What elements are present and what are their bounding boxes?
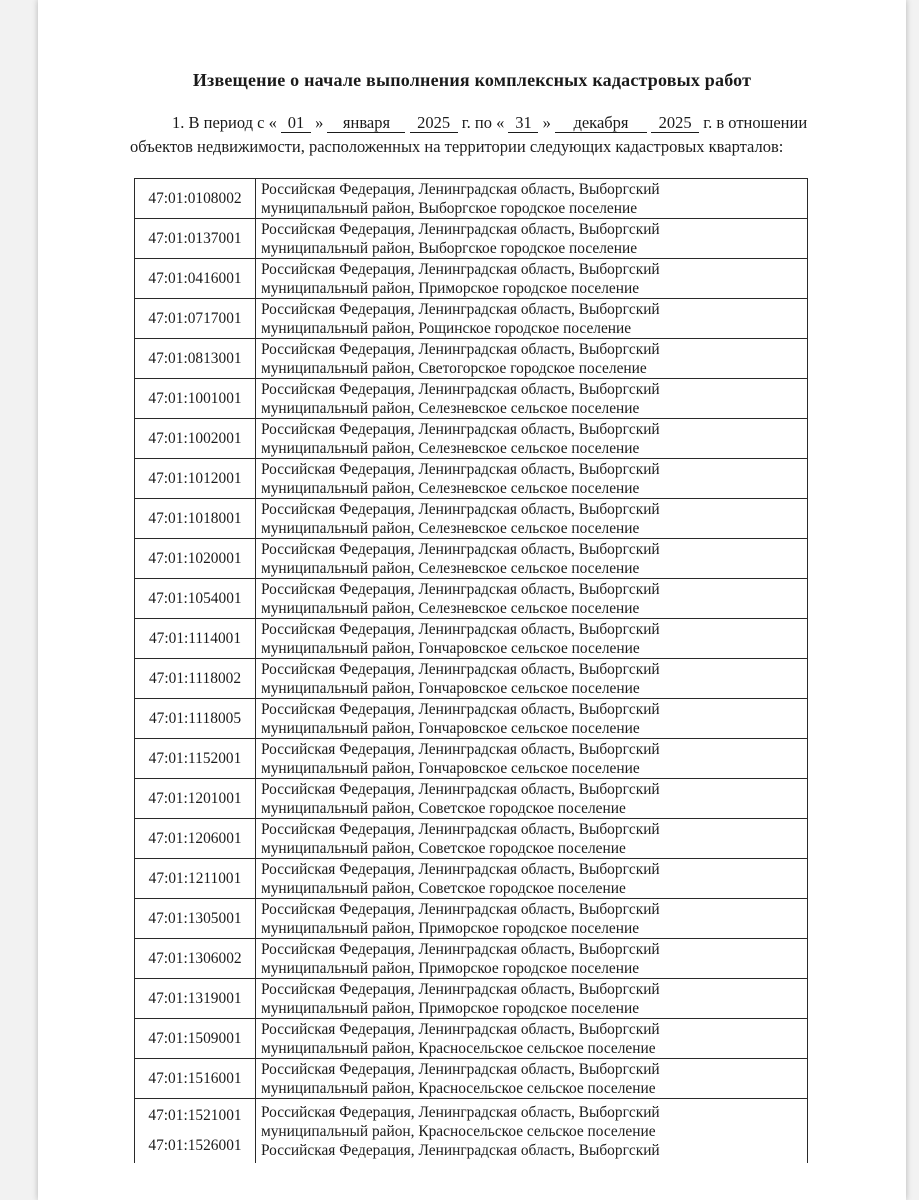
table-row: [135, 659, 808, 699]
start-month: января: [327, 114, 405, 133]
address-cell: [256, 779, 808, 819]
address-cell: [256, 579, 808, 619]
address-line: муниципальный район, Выборгское городское поселение: [261, 199, 638, 217]
address-line: Российская Федерация, Ленинградская область, Выборгский: [261, 420, 660, 438]
address-line: муниципальный район, Приморское городское поселение: [261, 959, 640, 977]
period-line: [172, 113, 807, 133]
address-line: Российская Федерация, Ленинградская область, Выборгский: [261, 540, 660, 558]
table-row: [135, 739, 808, 779]
address-line: муниципальный район, Приморское городское поселение: [261, 999, 640, 1017]
table-row: [135, 419, 808, 459]
end-day: 31: [508, 114, 538, 133]
address-cell: [256, 939, 808, 979]
address-cell: [256, 459, 808, 499]
cadastral-number: 47:01:1509001: [135, 1019, 256, 1059]
address-line: муниципальный район, Советское городское поселение: [261, 839, 626, 857]
cadastral-number: 47:01:1012001: [135, 459, 256, 499]
cadastral-number: 47:01:1201001: [135, 779, 256, 819]
cadastral-quarters-table: [134, 178, 808, 1163]
address-line: Российская Федерация, Ленинградская область, Выборгский: [261, 820, 660, 838]
cadastral-number: 47:01:1001001: [135, 379, 256, 419]
address-cell: [256, 539, 808, 579]
address-line: Российская Федерация, Ленинградская область, Выборгский: [261, 860, 660, 878]
address-line: муниципальный район, Выборгское городское поселение: [261, 239, 638, 257]
address-cell: [256, 979, 808, 1019]
period-suffix: г. в отношении: [703, 113, 808, 132]
table-row: [135, 259, 808, 299]
table-row: [135, 379, 808, 419]
address-line: муниципальный район, Рощинское городское поселение: [261, 319, 632, 337]
table-row: [135, 459, 808, 499]
period-prefix: 1. В период с: [172, 113, 265, 132]
cadastral-number: 47:01:0813001: [135, 339, 256, 379]
address-line: Российская Федерация, Ленинградская область, Выборгский: [261, 900, 660, 918]
table-row: [135, 619, 808, 659]
address-cell: [256, 859, 808, 899]
start-year: 2025: [410, 114, 458, 133]
cadastral-number: 47:01:1018001: [135, 499, 256, 539]
end-year: 2025: [651, 114, 699, 133]
address-line: муниципальный район, Красносельское сельское поселение: [261, 1079, 656, 1097]
address-cell: [256, 379, 808, 419]
address-cell: [256, 339, 808, 379]
address-line: Российская Федерация, Ленинградская область, Выборгский: [261, 740, 660, 758]
cadastral-number: 47:01:1306002: [135, 939, 256, 979]
address-line: Российская Федерация, Ленинградская область, Выборгский: [261, 1141, 660, 1159]
period-to: г. по: [461, 113, 492, 132]
cadastral-number: 47:01:1114001: [135, 619, 256, 659]
address-line: муниципальный район, Советское городское поселение: [261, 799, 626, 817]
table-row: [135, 1099, 808, 1164]
address-line: муниципальный район, Красносельское сельское поселение: [261, 1122, 656, 1140]
address-line: муниципальный район, Гончаровское сельское поселение: [261, 759, 640, 777]
address-line: муниципальный район, Селезневское сельское поселение: [261, 519, 640, 537]
table-row: [135, 899, 808, 939]
address-line: муниципальный район, Селезневское сельское поселение: [261, 479, 640, 497]
address-line: Российская Федерация, Ленинградская область, Выборгский: [261, 660, 660, 678]
address-line: Российская Федерация, Ленинградская область, Выборгский: [261, 340, 660, 358]
address-line: Российская Федерация, Ленинградская область, Выборгский: [261, 700, 660, 718]
cadastral-number: 47:01:1319001: [135, 979, 256, 1019]
address-line: муниципальный район, Красносельское сельское поселение: [261, 1039, 656, 1057]
cadastral-number: 47:01:0108002: [135, 179, 256, 219]
address-cell: [256, 179, 808, 219]
address-line: Российская Федерация, Ленинградская область, Выборгский: [261, 460, 660, 478]
address-line: Российская Федерация, Ленинградская область, Выборгский: [261, 220, 660, 238]
address-line: муниципальный район, Приморское городское поселение: [261, 279, 640, 297]
table-row: [135, 339, 808, 379]
address-line: муниципальный район, Гончаровское сельское поселение: [261, 679, 640, 697]
address-line: Российская Федерация, Ленинградская область, Выборгский: [261, 580, 660, 598]
address-line: Российская Федерация, Ленинградская область, Выборгский: [261, 500, 660, 518]
start-day: 01: [281, 114, 311, 133]
end-month: декабря: [555, 114, 647, 133]
cadastral-number: 47:01:1054001: [135, 579, 256, 619]
table-row: [135, 939, 808, 979]
address-line: Российская Федерация, Ленинградская область, Выборгский: [261, 620, 660, 638]
address-cell: [256, 219, 808, 259]
address-cell: [256, 819, 808, 859]
quote-close-2: »: [542, 113, 551, 132]
address-line: муниципальный район, Селезневское сельское поселение: [261, 599, 640, 617]
address-cell: [256, 1059, 808, 1099]
address-line: Российская Федерация, Ленинградская область, Выборгский: [261, 180, 660, 198]
cadastral-number: 47:01:1206001: [135, 819, 256, 859]
address-line: Российская Федерация, Ленинградская область, Выборгский: [261, 780, 660, 798]
table-row: [135, 539, 808, 579]
address-cell: [256, 299, 808, 339]
table-row: [135, 699, 808, 739]
address-line: муниципальный район, Селезневское сельское поселение: [261, 399, 640, 417]
table-row: [135, 299, 808, 339]
cadastral-number: 47:01:1516001: [135, 1059, 256, 1099]
address-cell: [256, 1019, 808, 1059]
table-row: [135, 179, 808, 219]
table-row: [135, 859, 808, 899]
address-cell: [256, 419, 808, 459]
table-row: [135, 499, 808, 539]
table-row: [135, 819, 808, 859]
address-line: муниципальный район, Советское городское поселение: [261, 879, 626, 897]
table-row: [135, 779, 808, 819]
address-cell: [256, 659, 808, 699]
address-line: Российская Федерация, Ленинградская область, Выборгский: [261, 260, 660, 278]
address-line: муниципальный район, Селезневское сельское поселение: [261, 439, 640, 457]
period-continuation: объектов недвижимости, расположенных на территории следующих кадастровых кварталов:: [130, 137, 784, 156]
cadastral-number: 47:01:1526001: [148, 1137, 242, 1154]
table-row: [135, 1059, 808, 1099]
address-line: муниципальный район, Приморское городское поселение: [261, 919, 640, 937]
address-cell: [256, 499, 808, 539]
cadastral-number: 47:01:0137001: [135, 219, 256, 259]
cadastral-number: 47:01:1118005: [135, 699, 256, 739]
address-line: муниципальный район, Гончаровское сельское поселение: [261, 639, 640, 657]
address-line: муниципальный район, Гончаровское сельское поселение: [261, 719, 640, 737]
address-cell: [256, 739, 808, 779]
address-cell: [256, 1099, 808, 1164]
quote-open: «: [268, 113, 277, 132]
cadastral-number: 47:01:1521001: [148, 1107, 242, 1124]
address-line: Российская Федерация, Ленинградская область, Выборгский: [261, 380, 660, 398]
address-line: Российская Федерация, Ленинградская область, Выборгский: [261, 940, 660, 958]
address-line: Российская Федерация, Ленинградская область, Выборгский: [261, 300, 660, 318]
table-row: [135, 1019, 808, 1059]
cadastral-number-pair: [135, 1099, 256, 1164]
table-row: [135, 979, 808, 1019]
address-line: Российская Федерация, Ленинградская область, Выборгский: [261, 1060, 660, 1078]
cadastral-number: 47:01:0416001: [135, 259, 256, 299]
address-line: муниципальный район, Светогорское городское поселение: [261, 359, 647, 377]
cadastral-number: 47:01:1211001: [135, 859, 256, 899]
cadastral-number: 47:01:1305001: [135, 899, 256, 939]
address-cell: [256, 899, 808, 939]
quote-open-2: «: [496, 113, 505, 132]
address-cell: [256, 619, 808, 659]
document-page: [38, 0, 906, 1200]
cadastral-number: 47:01:1118002: [135, 659, 256, 699]
address-line: Российская Федерация, Ленинградская область, Выборгский: [261, 1020, 660, 1038]
quote-close: »: [315, 113, 324, 132]
address-line: Российская Федерация, Ленинградская область, Выборгский: [261, 1103, 660, 1121]
address-cell: [256, 699, 808, 739]
cadastral-number: 47:01:1002001: [135, 419, 256, 459]
address-line: Российская Федерация, Ленинградская область, Выборгский: [261, 980, 660, 998]
cadastral-number: 47:01:0717001: [135, 299, 256, 339]
address-line: муниципальный район, Селезневское сельское поселение: [261, 559, 640, 577]
cadastral-number: 47:01:1152001: [135, 739, 256, 779]
cadastral-number: 47:01:1020001: [135, 539, 256, 579]
table-row: [135, 219, 808, 259]
document-title: Извещение о начале выполнения комплексных кадастровых работ: [192, 70, 752, 90]
table-row: [135, 579, 808, 619]
address-cell: [256, 259, 808, 299]
